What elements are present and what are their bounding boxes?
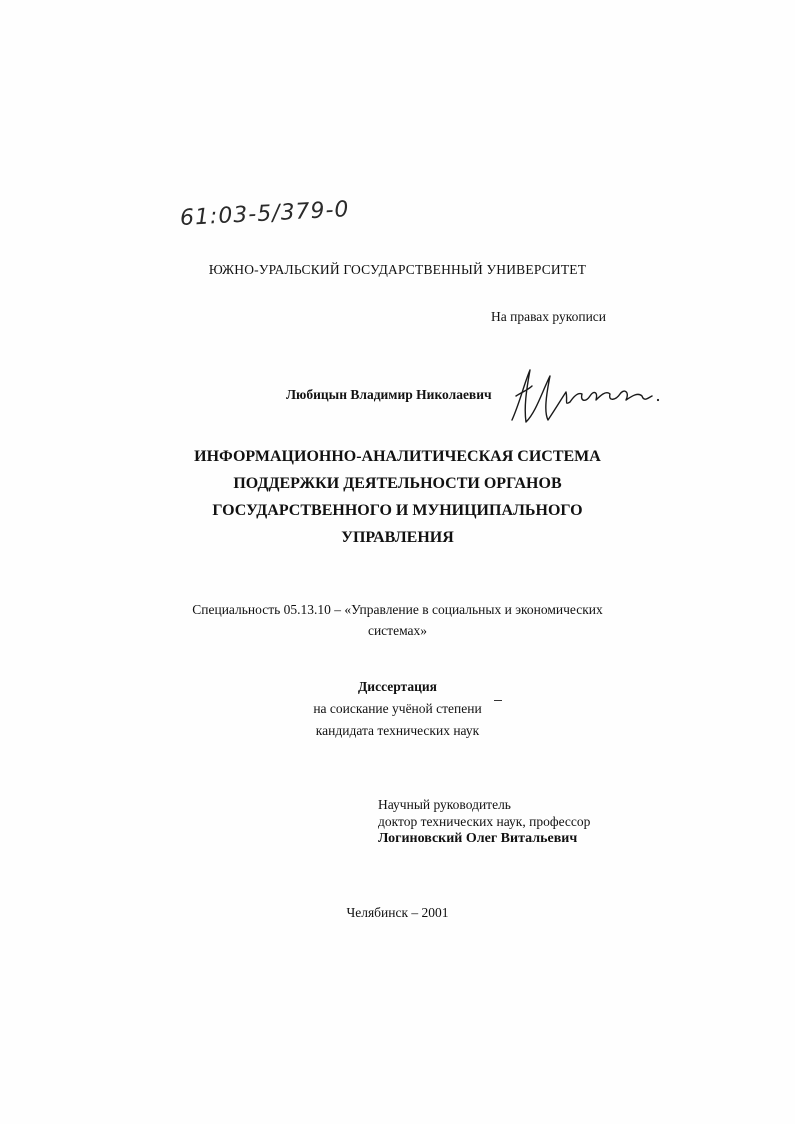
specialty-line: системах»	[367, 623, 428, 638]
supervisor-role: Научный руководитель	[378, 797, 511, 812]
title-line: ИНФОРМАЦИОННО-АНАЛИТИЧЕСКАЯ СИСТЕМА	[194, 448, 601, 465]
title-line: ПОДДЕРЖКИ ДЕЯТЕЛЬНОСТИ ОРГАНОВ	[233, 475, 562, 492]
supervisor-block	[378, 796, 590, 847]
title-line: УПРАВЛЕНИЯ	[341, 529, 454, 546]
stray-mark	[494, 700, 502, 701]
author-name: Любицын Владимир Николаевич	[286, 387, 492, 402]
degree-line-2: кандидата технических наук	[315, 723, 480, 738]
author-signature	[506, 362, 666, 430]
dissertation-title	[0, 443, 795, 551]
degree-line-1: на соискание учёной степени	[313, 701, 482, 716]
manuscript-rights-note: На правах рукописи	[491, 309, 607, 324]
city-year: Челябинск – 2001	[346, 905, 449, 920]
supervisor-degree: доктор технических наук, профессор	[378, 814, 591, 829]
catalog-number-handwritten: 61:03-5/379-0	[179, 197, 351, 231]
specialty-line: Специальность 05.13.10 – «Управление в социальных и экономических	[192, 602, 603, 617]
university-name: ЮЖНО-УРАЛЬСКИЙ ГОСУДАРСТВЕННЫЙ УНИВЕРСИТЕТ	[208, 262, 587, 277]
dissertation-degree-block	[0, 676, 795, 742]
supervisor-name: Логиновский Олег Витальевич	[378, 831, 578, 846]
title-line: ГОСУДАРСТВЕННОГО И МУНИЦИПАЛЬНОГО	[212, 502, 583, 519]
specialty	[0, 599, 795, 641]
dissertation-heading: Диссертация	[358, 679, 437, 694]
